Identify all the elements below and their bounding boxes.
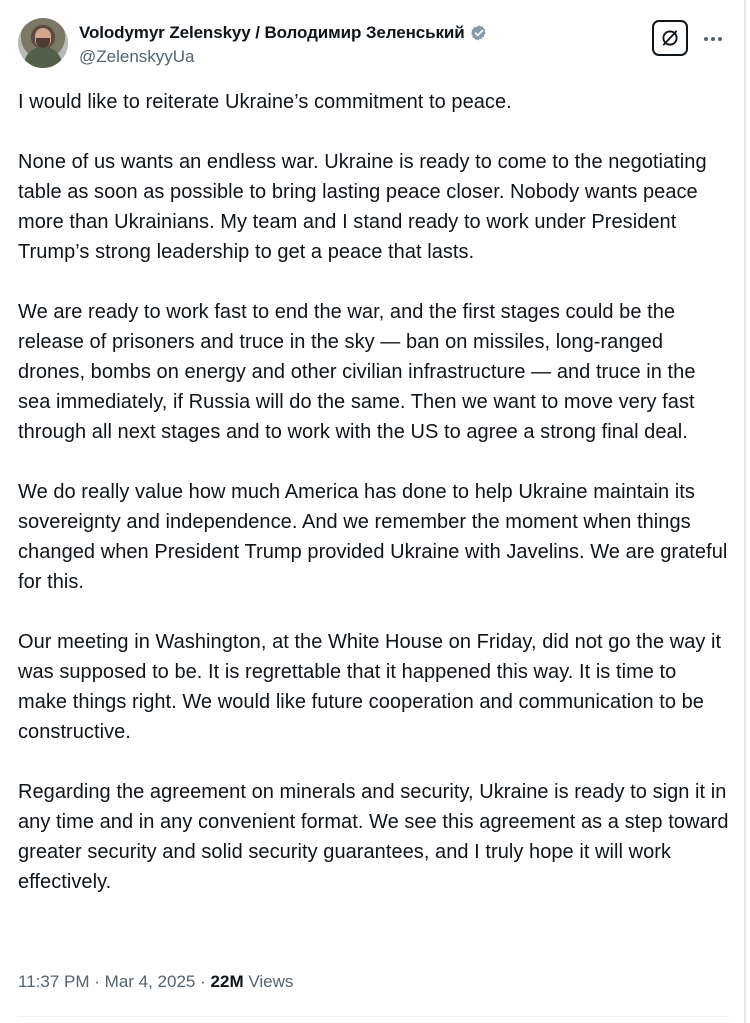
verified-badge-icon bbox=[470, 24, 488, 42]
post-meta bbox=[18, 972, 293, 992]
post-paragraph: I would like to reiterate Ukraine’s commitment to peace. bbox=[18, 91, 512, 113]
post-paragraph: We do really value how much America has done to help Ukraine maintain its sovereignty and independence. And we remember the moment when things changed when President Trump provided Ukraine with Javelins. We are grateful for this. bbox=[18, 481, 728, 593]
meta-separator: · bbox=[94, 972, 100, 991]
post-paragraph: We are ready to work fast to end the war, and the first stages could be the release of prisoners and truce in the sky — ban on missiles, long-ranged drones, bombs on energy and other civilian infrastructure — and truce in the sea immediately, if Russia will do the same. Then we want to move very fast through all next stages and to work with the US to agree a strong final deal. bbox=[18, 301, 696, 443]
post-header bbox=[18, 16, 728, 72]
author-handle[interactable]: @ZelenskyyUa bbox=[79, 47, 195, 66]
author-name-row[interactable] bbox=[79, 21, 488, 45]
post-date[interactable]: Mar 4, 2025 bbox=[104, 972, 196, 991]
divider bbox=[18, 1016, 730, 1017]
author-display-name[interactable]: Volodymyr Zelenskyy / Володимир Зеленський bbox=[79, 23, 465, 42]
post-paragraph: Our meeting in Washington, at the White House on Friday, did not go the way it was supposed to be. It is regrettable that it happened this way. It is time to make things right. We would like future cooperation and communication to be constructive. bbox=[18, 631, 722, 743]
post-paragraph: Regarding the agreement on minerals and security, Ukraine is ready to sign it in any time and in any convenient format. We see this agreement as a step toward greater security and solid security guarantees, and I truly hope it will work effectively. bbox=[18, 781, 729, 893]
post-paragraph: None of us wants an endless war. Ukraine is ready to come to the negotiating table as soon as possible to bring lasting peace closer. Nobody wants peace more than Ukrainians. My team and I stand ready to work under President Trump’s strong leadership to get a peace that lasts. bbox=[18, 151, 707, 263]
post-text bbox=[18, 87, 730, 897]
views-label: Views bbox=[248, 972, 294, 991]
avatar-shoulders bbox=[24, 47, 62, 68]
grok-icon bbox=[659, 27, 681, 49]
grok-button[interactable] bbox=[652, 20, 688, 56]
meta-separator: · bbox=[200, 972, 206, 991]
post-time[interactable]: 11:37 PM bbox=[18, 972, 90, 991]
avatar[interactable] bbox=[18, 18, 68, 68]
more-icon bbox=[703, 36, 723, 42]
views-count[interactable]: 22M bbox=[210, 972, 244, 991]
more-button[interactable] bbox=[700, 26, 726, 52]
